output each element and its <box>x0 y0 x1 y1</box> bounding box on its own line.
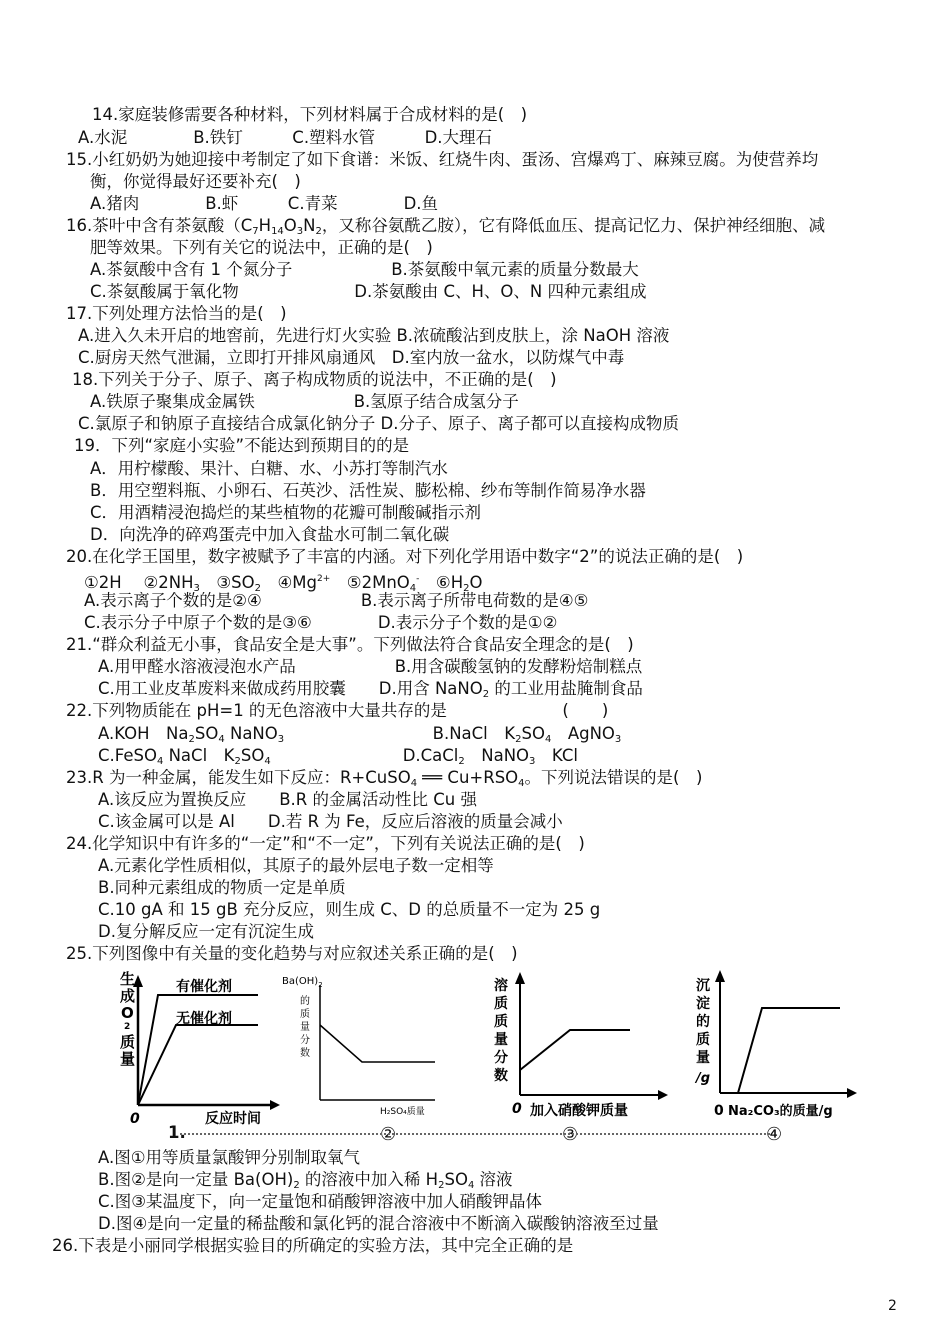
f1-number: 1. <box>168 1123 186 1142</box>
f4-ylabel-4: 质 <box>696 1032 710 1048</box>
q17-options-ab: A.进入久未开启的地窖前，先进行灯火实验 B.浓硫酸沾到皮肤上，涂 NaOH 溶液 <box>78 326 670 345</box>
f1-ylabel-3: O <box>121 1004 134 1022</box>
f2-xlabel: H₂SO₄质量 <box>380 1107 425 1117</box>
f3-ylabel-3: 质 <box>494 1014 508 1030</box>
f3-ylabel-5: 分 <box>494 1050 508 1066</box>
q19-option-a: A．用柠檬酸、果汁、白糖、水、小苏打等制汽水 <box>90 459 448 478</box>
f4-y-arrow <box>715 970 725 982</box>
f3-ylabel-2: 质 <box>494 996 508 1012</box>
q25-option-a: A.图①用等质量氯酸钾分别制取氧气 <box>98 1148 361 1167</box>
q25-option-c: C.图③某温度下，向一定量饱和硝酸钾溶液中加人硝酸钾晶体 <box>98 1192 543 1211</box>
q24-option-d: D.复分解反应一定有沉淀生成 <box>98 922 314 941</box>
f3-curve <box>520 1030 630 1070</box>
q20-stem: 20.在化学王国里，数字被赋予了丰富的内涵。对下列化学用语中数字“2”的说法正确的是( ) <box>66 547 744 566</box>
figure-3-kno3-graph <box>490 970 670 1120</box>
f3-ylabel-4: 量 <box>494 1032 508 1048</box>
q23-options-cd: C.该金属可以是 Al D.若 R 为 Fe，反应后溶液的质量会减小 <box>98 812 563 831</box>
figure-1-catalyst-graph <box>110 965 280 1125</box>
f4-xlabel: Na₂CO₃的质量/g <box>728 1104 833 1119</box>
f4-number: ④ <box>766 1124 783 1145</box>
q15-stem-cont: 衡，你觉得最好还要补充( ) <box>90 172 301 191</box>
f4-ylabel-3: 的 <box>696 1014 710 1030</box>
q15-stem: 15.小红奶奶为她迎接中考制定了如下食谱：米饭、红烧牛肉、蛋汤、宫爆鸡丁、麻辣豆腐。为使营养均 <box>66 150 819 169</box>
f4-ylabel-5: 量 <box>696 1050 710 1066</box>
f3-number: ③ <box>562 1124 579 1145</box>
f4-ylabel-unit: /g <box>696 1071 711 1086</box>
q24-option-c: C.10 gA 和 15 gB 充分反应，则生成 C、D 的总质量不一定为 25 g <box>98 900 601 919</box>
q18-options-ab: A.铁原子聚集成金属铁 B.氢原子结合成氢分子 <box>90 392 519 411</box>
q19-option-c: C．用酒精浸泡捣烂的某些植物的花瓣可制酸碱指示剂 <box>90 503 482 522</box>
f3-x-arrow <box>658 1090 668 1100</box>
page-number: 2 <box>888 1298 897 1314</box>
f3-origin: 0 <box>512 1101 522 1117</box>
f1-label-with-catalyst: 有催化剂 <box>176 979 232 995</box>
q25-option-d: D.图④是向一定量的稀盐酸和氯化钙的混合溶液中不断滴入碳酸钠溶液至过量 <box>98 1214 659 1233</box>
q17-options-cd: C.厨房天然气泄漏，立即打开排风扇通风 D.室内放一盆水，以防煤气中毒 <box>78 348 625 367</box>
f1-ylabel-1: 生 <box>120 970 136 988</box>
q19-stem: 19．下列“家庭小实验”不能达到预期目的的是 <box>74 436 410 455</box>
f3-y-arrow <box>515 972 525 984</box>
q21-options-cd: C.用工业皮革废料来做成药用胶囊 D.用含 NaNO$_2$ 的工业用盐腌制食品 <box>98 679 643 700</box>
f2-ylabel-1: 的 <box>300 996 310 1007</box>
f3-ylabel-1: 溶 <box>494 978 508 994</box>
f1-ylabel-2: 成 <box>120 987 136 1005</box>
q18-stem: 18.下列关于分子、原子、离子构成物质的说法中，不正确的是( ) <box>72 370 557 389</box>
q24-stem: 24.化学知识中有许多的“一定”和“不一定”，下列有关说法正确的是( ) <box>66 834 585 853</box>
q20-symbols: ①2H $②2NH_3$ $③SO_2$ $④Mg^{2+}$ ⑤2MnO$_4$- $⑥H_2O$ <box>84 573 483 594</box>
q16-stem: 16.茶叶中含有茶氨酸（$C_7H_{14}O_3N_2$，又称谷氨酰乙胺），它有降低血压、提高记忆力、保护神经细胞、减 <box>66 216 826 237</box>
f1-curve-without-catalyst <box>138 1025 258 1105</box>
q24-option-b: B.同种元素组成的物质一定是单质 <box>98 878 346 897</box>
f4-ylabel-1: 沉 <box>696 978 710 994</box>
f2-ylabel-3: 量 <box>300 1022 310 1033</box>
f2-curve <box>320 1025 435 1062</box>
q15-options: A.猪肉 B.虾 C.青菜 D.鱼 <box>90 194 439 213</box>
q20-options-cd: C.表示分子中原子个数的是③⑥ D.表示分子个数的是①② <box>84 613 558 632</box>
q23-stem: 23.R 为一种金属，能发生如下反应：R+CuSO$_4$ ══ $Cu+RSO_4$。下列说法错误的是( ) <box>66 768 703 789</box>
q20-options-ab: A.表示离子个数的是②④ B.表示离子所带电荷数的是④⑤ <box>84 591 589 610</box>
q21-options-ab: A.用甲醛水溶液浸泡水产品 B.用含碳酸氢钠的发酵粉焙制糕点 <box>98 657 643 676</box>
figure-2-baoh2-graph <box>280 970 440 1120</box>
q14-options: A.水泥 B.铁钉 C.塑料水管 D.大理石 <box>78 128 493 147</box>
f2-ylabel-4: 分 <box>300 1035 310 1046</box>
figure-numbers-dotted-line <box>180 1133 770 1135</box>
q23-options-ab: A.该反应为置换反应 B.R 的金属活动性比 Cu 强 <box>98 790 477 809</box>
q22-options-cd: C.FeSO$_4$ NaCl $K_2SO_4$ D.CaCl$_2$ NaNO$_3$ KCl <box>98 746 578 767</box>
q17-stem: 17.下列处理方法恰当的是( ) <box>66 304 287 323</box>
f1-x-arrow <box>270 1100 280 1110</box>
q25-stem: 25.下列图像中有关量的变化趋势与对应叙述关系正确的是( ) <box>66 944 518 963</box>
f2-number: ② <box>380 1124 397 1145</box>
q16-options-cd: C.茶氨酸属于氧化物 D.茶氨酸由 C、H、O、N 四种元素组成 <box>90 282 647 301</box>
q16-options-ab: A.茶氨酸中含有 1 个氮分子 B.茶氨酸中氧元素的质量分数最大 <box>90 260 639 279</box>
f1-ylabel-4: 质 <box>120 1033 136 1051</box>
f1-ylabel-sub: 2 <box>124 1022 131 1032</box>
q21-stem: 21.“群众利益无小事，食品安全是大事”。下列做法符合食品安全理念的是( ) <box>66 635 634 654</box>
q22-options-ab: A.KOH $Na_2SO_4$ NaNO$_3$ B.NaCl $K_2SO_4$ AgNO$_3$ <box>98 724 622 745</box>
f2-ylabel-2: 质 <box>300 1009 310 1020</box>
q19-option-b: B．用空塑料瓶、小卵石、石英沙、活性炭、膨松棉、纱布等制作简易净水器 <box>90 481 646 500</box>
q22-stem: 22.下列物质能在 pH=1 的无色溶液中大量共存的是 ( ) <box>66 701 609 720</box>
q25-option-b: B.图②是向一定量 $Ba(OH)_2$ 的溶液中加入稀 $H_2SO_4$ 溶液 <box>98 1170 513 1191</box>
f4-xlabel-prefix: 0 <box>714 1103 724 1119</box>
f2-ylabel-5: 数 <box>300 1048 310 1059</box>
figure-4-na2co3-graph <box>690 960 870 1125</box>
f3-xlabel: 加入硝酸钾质量 <box>530 1103 628 1119</box>
f4-x-arrow <box>847 1088 857 1098</box>
f1-origin: 0 <box>130 1111 140 1125</box>
q26-stem: 26.下表是小丽同学根据实验目的所确定的实验方法，其中完全正确的是 <box>52 1236 574 1255</box>
f1-label-without-catalyst: 无催化剂 <box>176 1011 232 1027</box>
q19-option-d: D．向洗净的碎鸡蛋壳中加入食盐水可制二氧化碳 <box>90 525 450 544</box>
q24-option-a: A.元素化学性质相似，其原子的最外层电子数一定相等 <box>98 856 494 875</box>
q18-options-cd: C.氯原子和钠原子直接结合成氯化钠分子 D.分子、原子、离子都可以直接构成物质 <box>78 414 679 433</box>
f4-curve <box>720 1008 840 1093</box>
q14-stem: 14.家庭装修需要各种材料，下列材料属于合成材料的是( ) <box>92 105 528 124</box>
q16-stem-cont: 肥等效果。下列有关它的说法中，正确的是( ) <box>90 238 433 257</box>
f3-ylabel-6: 数 <box>494 1068 508 1084</box>
f1-ylabel-5: 量 <box>120 1050 136 1068</box>
f4-ylabel-2: 淀 <box>696 996 710 1012</box>
f2-ylabel-top: $Ba(OH)_2$ <box>282 976 323 989</box>
f1-xlabel: 反应时间 <box>205 1111 261 1125</box>
